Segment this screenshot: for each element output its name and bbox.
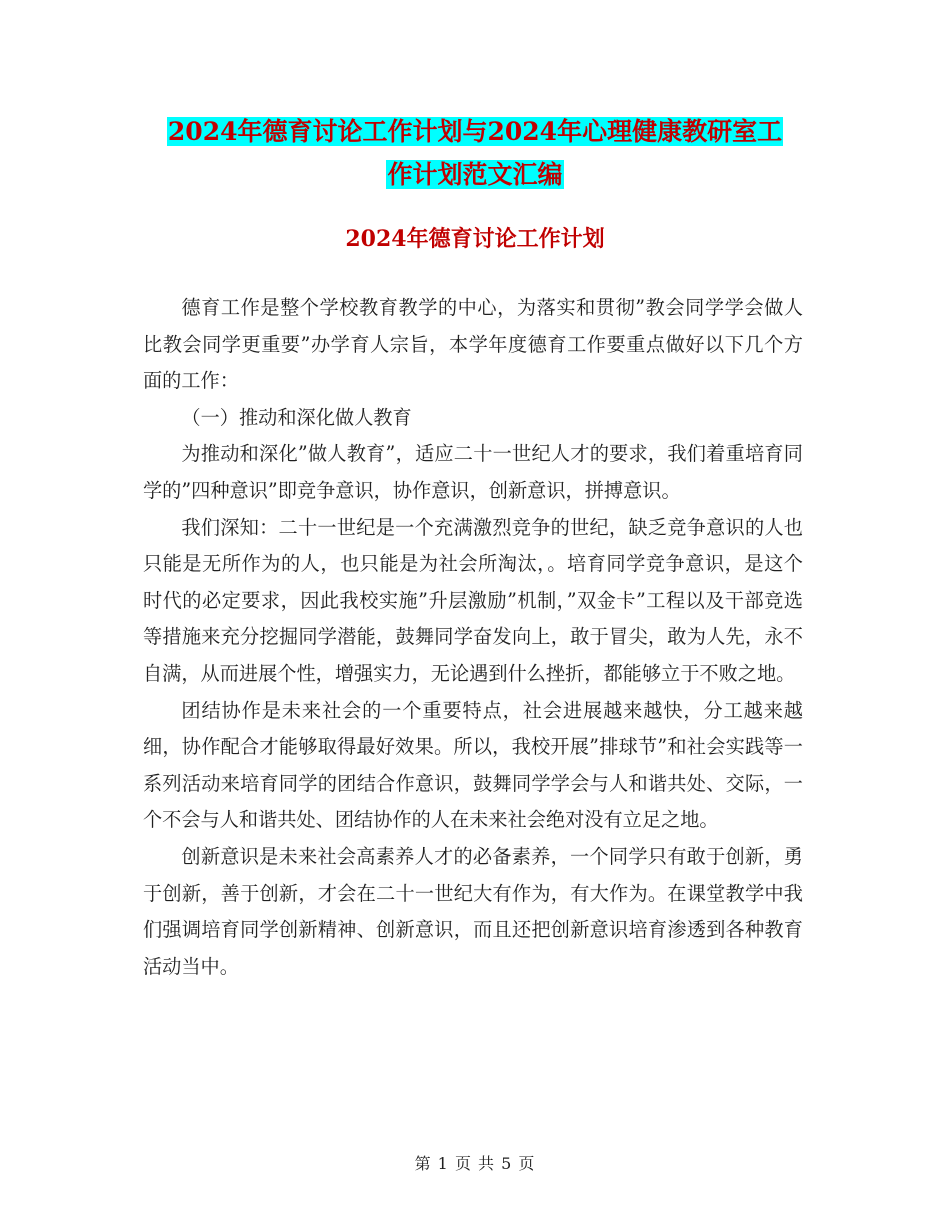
paragraph-cooperation: 团结协作是未来社会的一个重要特点，社会进展越来越快，分工越来越细，协作配合才能够取得最好效果。所以，我校开展”排球节”和社会实践等一系列活动来培育同学的团结合作意识，鼓舞同学学会与人和谐共处、交际，一个不会与人和谐共处、团结协作的人在未来社会绝对没有立足之地。 xyxy=(143,698,803,832)
paragraph-innovation: 创新意识是未来社会高素养人才的必备素养，一个同学只有敢于创新，勇于创新，善于创新，才会在二十一世纪大有作为，有大作为。在课堂教学中我们强调培育同学创新精神、创新意识，而且还把创新意识培育渗透到各种教育活动当中。 xyxy=(143,844,803,978)
page-footer: 第 1 页 共 5 页 xyxy=(414,1154,536,1173)
body-text xyxy=(143,290,803,985)
paragraph-intro: 德育工作是整个学校教育教学的中心，为落实和贯彻”教会同学学会做人比教会同学更重要”办学育人宗旨，本学年度德育工作要重点做好以下几个方面的工作： xyxy=(143,296,803,393)
paragraph-competition: 我们深知：二十一世纪是一个充满激烈竞争的世纪，缺乏竞争意识的人也只能是无所作为的人，也只能是为社会所淘汰，。培育同学竞争意识，是这个时代的必定要求，因此我校实施”升层激励”机制，”双金卡”工程以及干部竞选等措施来充分挖掘同学潜能，鼓舞同学奋发向上，敢于冒尖，敢为人先，永不自满，从而进展个性，增强实力，无论遇到什么挫折，都能够立于不败之地。 xyxy=(143,515,803,685)
document-title-highlight-2: 作计划范文汇编 xyxy=(387,160,563,189)
section-title: 2024年德育讨论工作计划 xyxy=(345,226,605,252)
document-title-highlight-1: 2024年德育讨论工作计划与2024年心理健康教研室工 xyxy=(167,117,783,146)
document-title-line-1 xyxy=(0,112,950,152)
document-title-line-2 xyxy=(0,155,950,195)
paragraph-four-awareness: 为推动和深化”做人教育”，适应二十一世纪人才的要求，我们着重培育同学的”四种意识”即竞争意识，协作意识，创新意识，拼搏意识。 xyxy=(143,442,803,502)
paragraph-heading-1: （一）推动和深化做人教育 xyxy=(181,405,412,429)
